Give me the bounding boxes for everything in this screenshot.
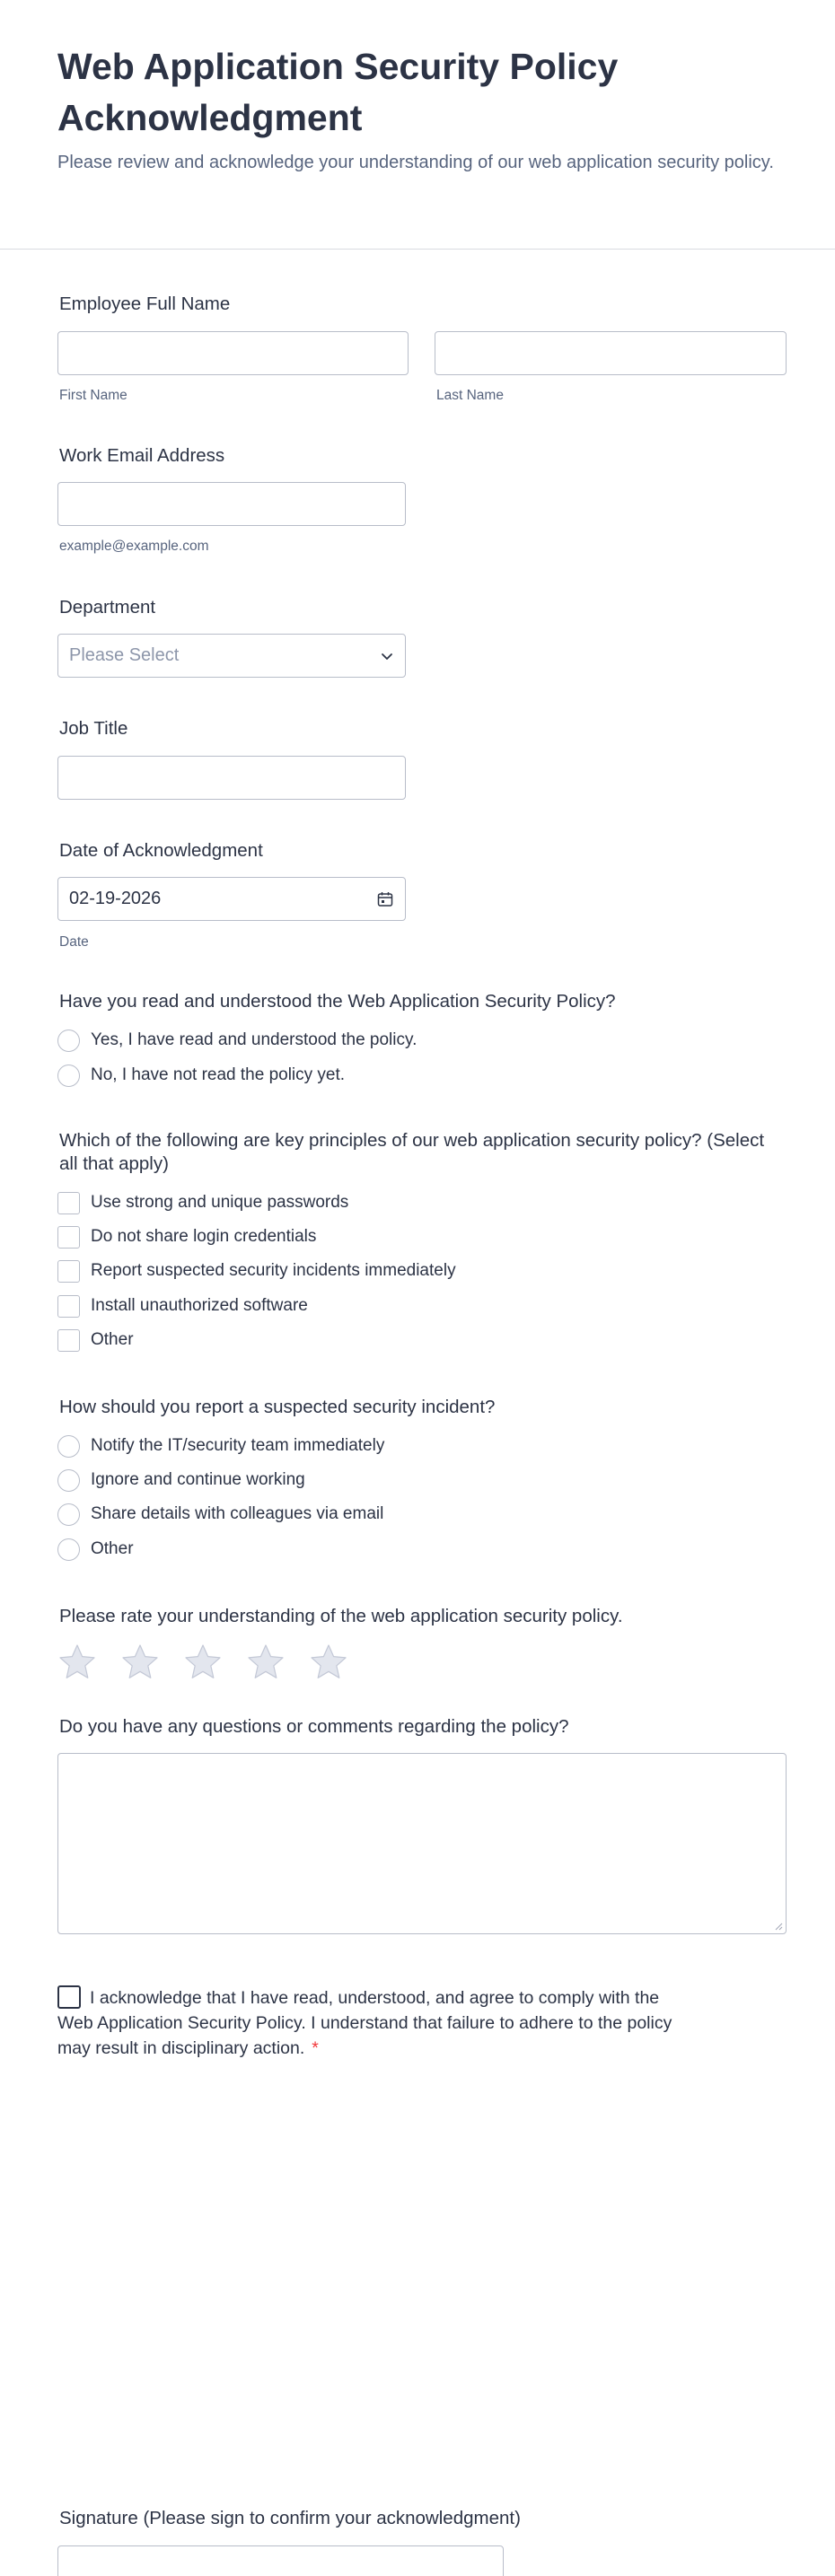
page-title: Web Application Security Policy Acknowledgment	[57, 46, 619, 138]
comments-question-label: Do you have any questions or comments regarding the policy?	[59, 1716, 569, 1737]
department-placeholder: Please Select	[69, 645, 180, 665]
checkbox[interactable]	[57, 1192, 80, 1214]
report-option-notify[interactable]	[57, 1433, 384, 1459]
option-label: Share details with colleagues via email	[91, 1504, 384, 1523]
acknowledgment-checkbox[interactable]	[57, 1985, 81, 2009]
calendar-icon[interactable]	[376, 890, 394, 908]
read-option-no[interactable]	[57, 1063, 345, 1088]
checkbox[interactable]	[57, 1329, 80, 1352]
option-label: Other	[91, 1539, 134, 1558]
principle-option-passwords[interactable]	[57, 1190, 348, 1215]
report-option-other[interactable]	[57, 1537, 134, 1562]
read-option-yes[interactable]	[57, 1028, 417, 1053]
principles-question-label: Which of the following are key principles of our web application security policy? (Select all that apply)	[59, 1130, 765, 1174]
option-label: Notify the IT/security team immediately	[91, 1436, 385, 1455]
chevron-down-icon	[380, 649, 394, 663]
radio-button[interactable]	[57, 1065, 80, 1087]
option-label: Use strong and unique passwords	[91, 1193, 349, 1212]
checkbox[interactable]	[57, 1295, 80, 1318]
date-label: Date of Acknowledgment	[59, 840, 263, 861]
star-icon[interactable]	[309, 1643, 348, 1682]
principle-option-credentials[interactable]	[57, 1224, 316, 1249]
email-input[interactable]	[57, 482, 406, 526]
option-label: Yes, I have read and understood the policy.	[91, 1030, 418, 1049]
rating-question-label: Please rate your understanding of the web application security policy.	[59, 1606, 623, 1626]
resize-handle-icon[interactable]	[774, 1922, 783, 1931]
signature-pad[interactable]	[57, 2545, 504, 2576]
star-icon[interactable]	[246, 1643, 286, 1682]
report-question-label: How should you report a suspected security incident?	[59, 1397, 496, 1417]
comments-textarea[interactable]	[57, 1753, 787, 1934]
principle-option-software[interactable]	[57, 1293, 308, 1319]
date-input[interactable]	[57, 877, 406, 921]
department-select[interactable]	[57, 634, 406, 678]
first-name-sublabel: First Name	[59, 388, 127, 403]
report-option-share[interactable]	[57, 1502, 383, 1527]
form-header	[0, 0, 835, 250]
principle-option-report[interactable]	[57, 1258, 456, 1284]
job-title-label: Job Title	[59, 718, 128, 739]
principle-option-other[interactable]	[57, 1327, 134, 1353]
report-option-ignore[interactable]	[57, 1468, 305, 1493]
last-name-input[interactable]	[435, 331, 787, 375]
option-label: Other	[91, 1330, 134, 1349]
radio-button[interactable]	[57, 1469, 80, 1492]
option-label: Report suspected security incidents immediately	[91, 1261, 456, 1280]
date-value: 02-19-2026	[69, 889, 162, 908]
star-icon[interactable]	[120, 1643, 160, 1682]
radio-button[interactable]	[57, 1030, 80, 1052]
job-title-input[interactable]	[57, 756, 406, 800]
page-subtitle: Please review and acknowledge your understanding of our web application security policy.	[57, 153, 774, 172]
option-label: Do not share login credentials	[91, 1227, 317, 1246]
signature-label: Signature (Please sign to confirm your acknowledgment)	[59, 2508, 521, 2528]
star-icon[interactable]	[57, 1643, 97, 1682]
star-rating[interactable]	[57, 1643, 372, 1682]
acknowledgment-block	[57, 1985, 695, 2061]
full-name-label: Employee Full Name	[59, 294, 231, 314]
option-label: Ignore and continue working	[91, 1470, 305, 1489]
radio-button[interactable]	[57, 1435, 80, 1458]
radio-button[interactable]	[57, 1538, 80, 1561]
option-label: No, I have not read the policy yet.	[91, 1065, 346, 1084]
first-name-input[interactable]	[57, 331, 409, 375]
date-sublabel: Date	[59, 934, 89, 950]
radio-button[interactable]	[57, 1503, 80, 1526]
last-name-sublabel: Last Name	[436, 388, 504, 403]
checkbox[interactable]	[57, 1260, 80, 1283]
read-question-label: Have you read and understood the Web Application Security Policy?	[59, 991, 616, 1012]
checkbox[interactable]	[57, 1226, 80, 1249]
star-icon[interactable]	[183, 1643, 223, 1682]
email-sublabel: example@example.com	[59, 539, 209, 554]
email-label: Work Email Address	[59, 445, 225, 466]
required-mark: *	[312, 2038, 319, 2058]
option-label: Install unauthorized software	[91, 1296, 308, 1315]
acknowledgment-text: I acknowledge that I have read, understood, and agree to comply with the Web Application Security Policy. I understand that failure to adhere to the policy may result in disciplinary action.	[57, 1988, 672, 2058]
department-label: Department	[59, 597, 156, 618]
